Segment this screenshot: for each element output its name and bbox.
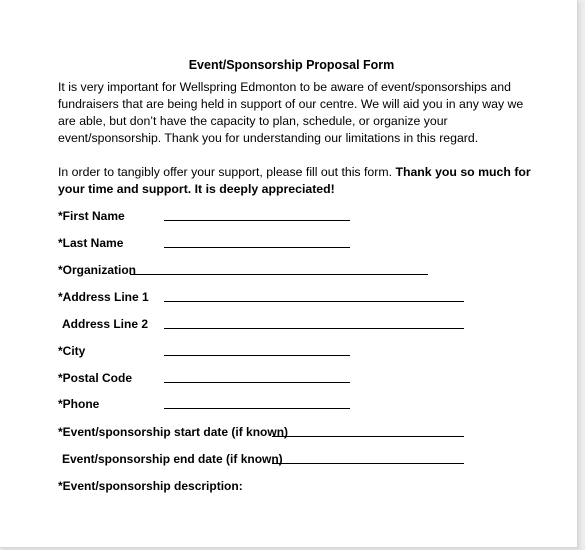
first-name-label: *First Name [58, 209, 125, 223]
end-date-line[interactable] [272, 463, 464, 464]
organization-label: *Organization [58, 263, 137, 277]
form-title: Event/Sponsorship Proposal Form [188, 58, 395, 72]
postal-code-label: *Postal Code [58, 371, 133, 385]
city-line[interactable] [164, 355, 350, 356]
request-text: In order to tangibly offer your support, please fill out this form. [58, 165, 393, 179]
first-name-line[interactable] [164, 220, 350, 221]
end-date-label: Event/sponsorship end date (if known) [62, 452, 283, 466]
phone-line[interactable] [164, 408, 350, 409]
description-label: *Event/sponsorship description: [58, 479, 243, 493]
request-paragraph [58, 164, 538, 198]
phone-label: *Phone [58, 397, 100, 411]
last-name-line[interactable] [164, 247, 350, 248]
address-line-1-label: *Address Line 1 [58, 290, 149, 304]
address-line-2-label: Address Line 2 [62, 317, 149, 331]
postal-code-line[interactable] [164, 382, 350, 383]
last-name-label: *Last Name [58, 236, 124, 250]
thanks-text: Thank you so much for your time and support. It is deeply appreciated! [58, 165, 531, 196]
organization-line[interactable] [130, 274, 428, 275]
address-line-1-line[interactable] [164, 301, 464, 302]
intro-paragraph: It is very important for Wellspring Edmonton to be aware of event/sponsorships and fundraisers that are being held in support of our centre. We will aid you in any way we are able, but don’t have the capacity to plan, schedule, or organize your event/sponsorship. Thank you for understanding our limitations in this regard. [58, 80, 524, 145]
address-line-2-line[interactable] [164, 328, 464, 329]
city-label: *City [58, 344, 86, 358]
start-date-label: *Event/sponsorship start date (if known) [58, 425, 289, 439]
start-date-line[interactable] [272, 436, 464, 437]
